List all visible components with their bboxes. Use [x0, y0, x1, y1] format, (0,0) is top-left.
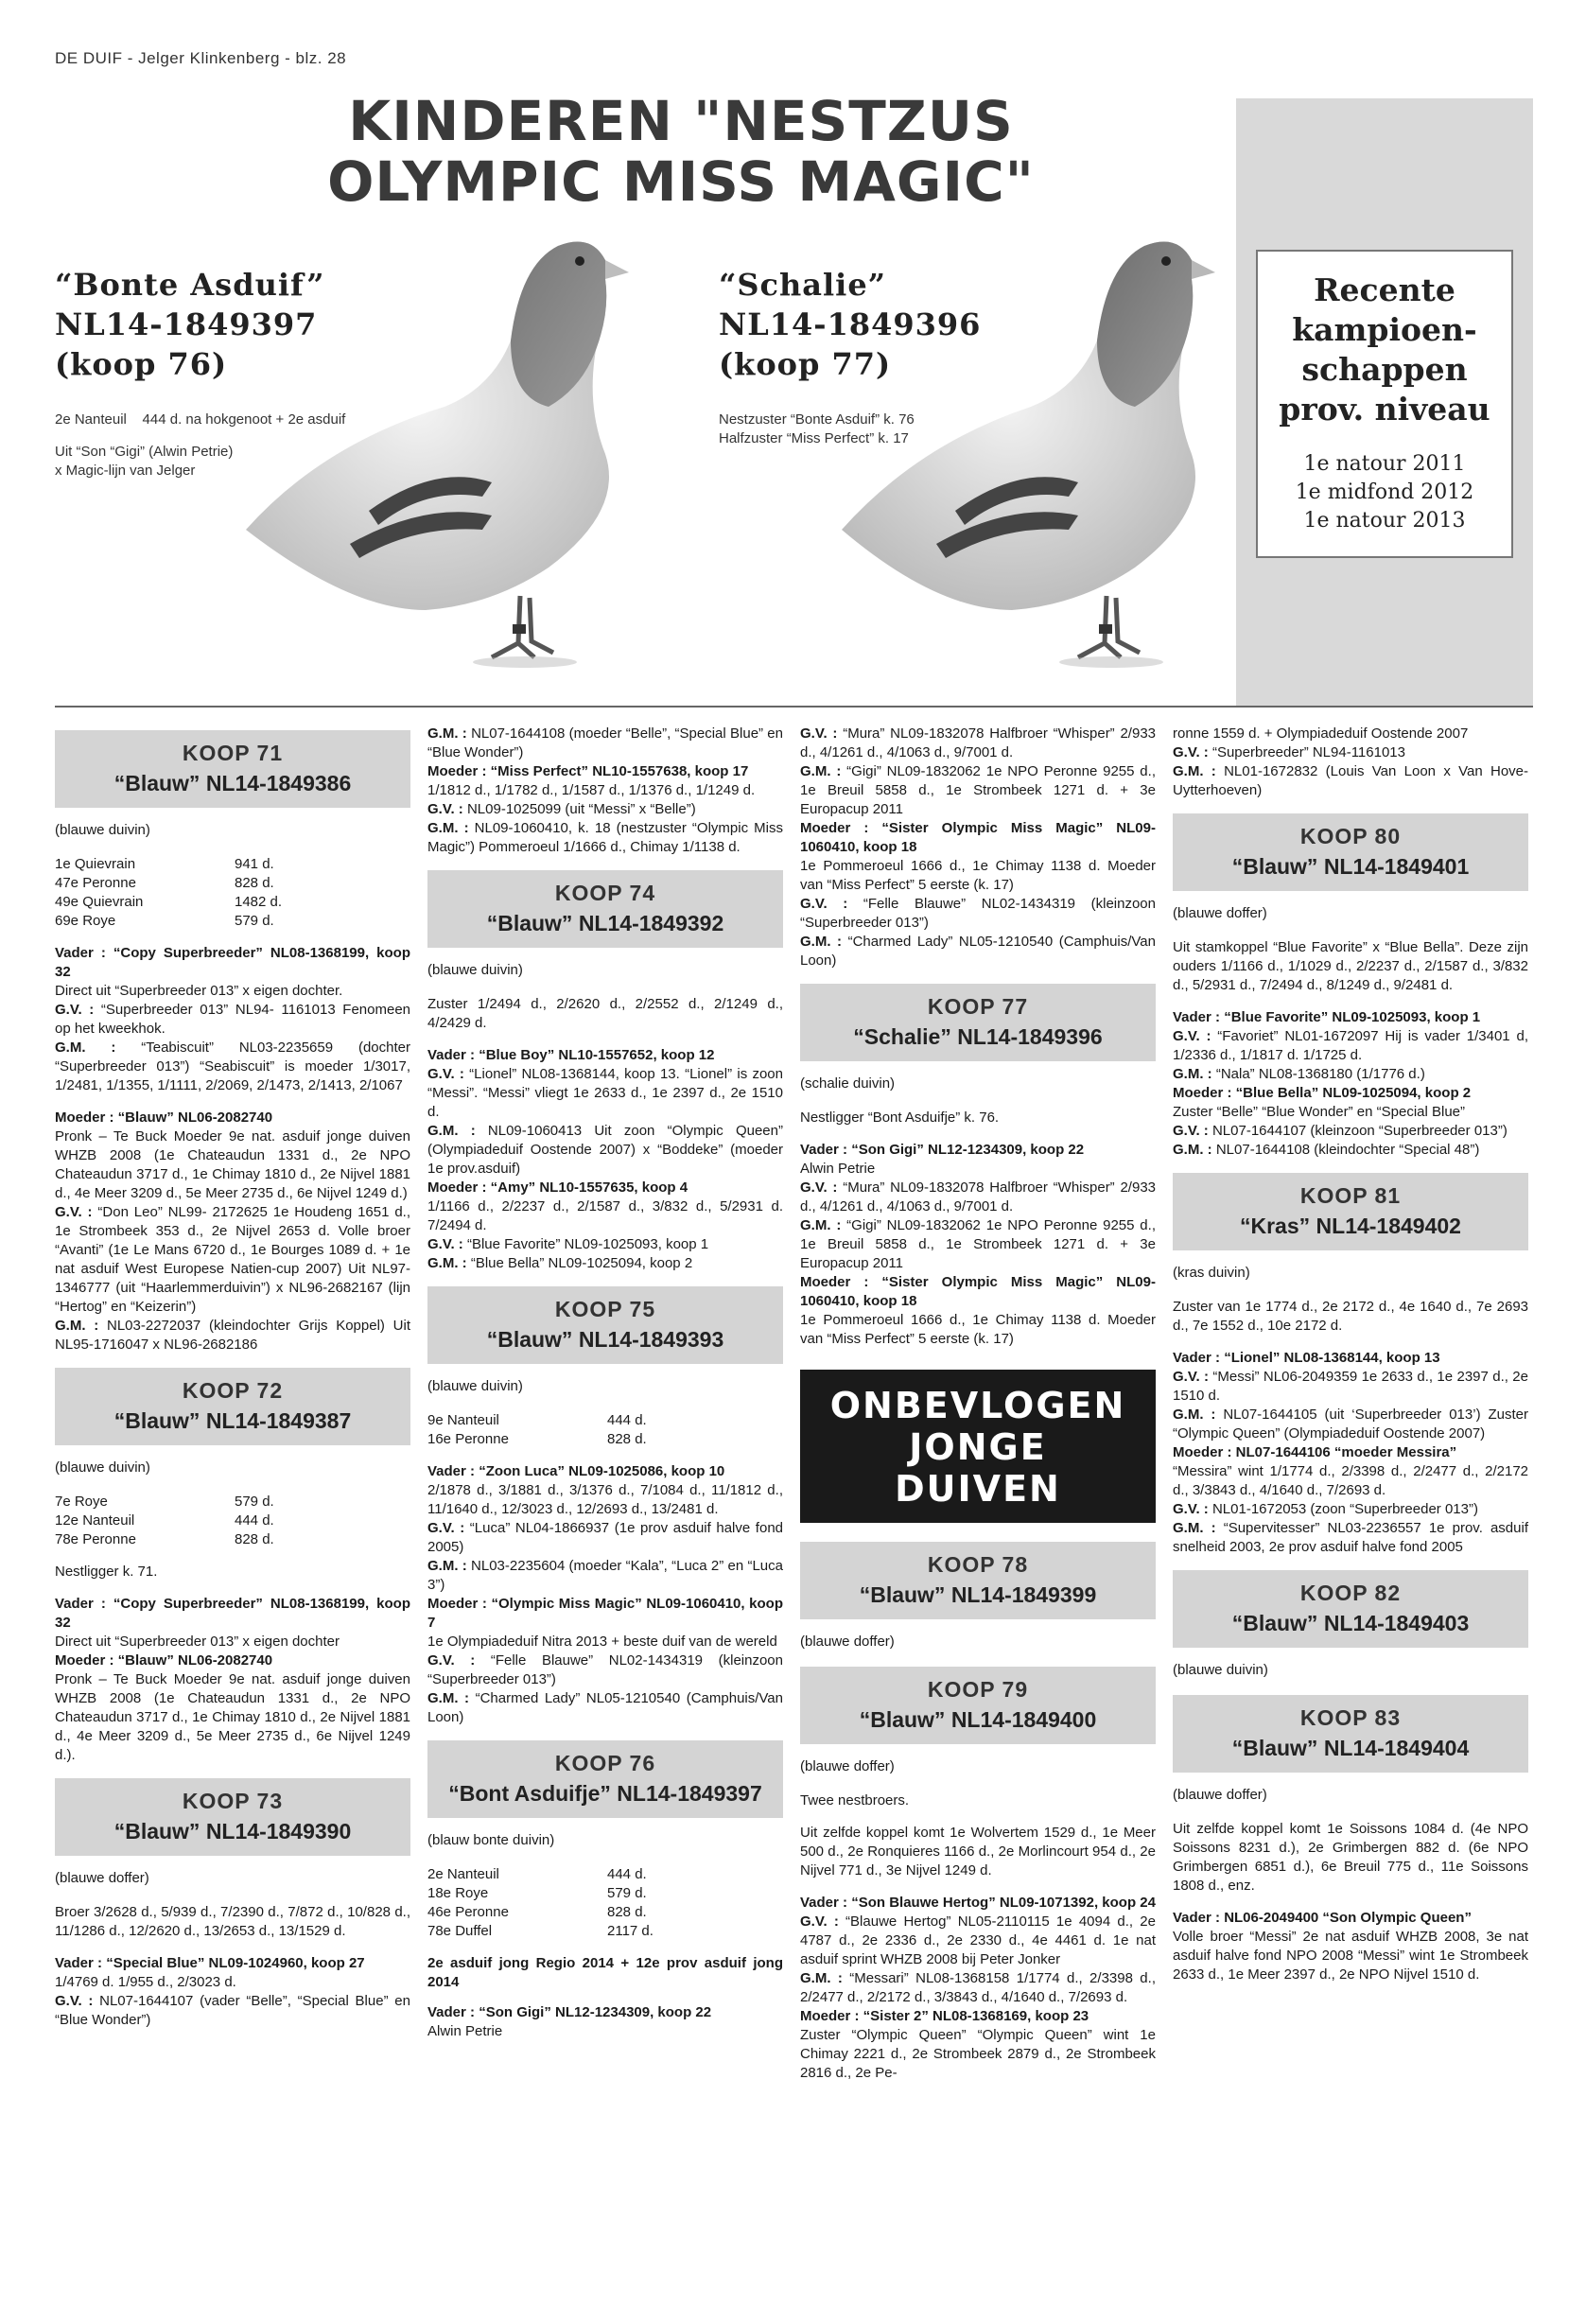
- koop-78-header: KOOP 78 “Blauw” NL14-1849399: [800, 1542, 1156, 1619]
- koop-74-header: KOOP 74 “Blauw” NL14-1849392: [427, 870, 783, 948]
- column-1: KOOP 71 “Blauw” NL14-1849386 (blauwe duivin) 1e Quievrain 941 d. 47e Peronne 828 d. 49e Quievrain 1482 d. 69e Roye 579 d. Vader : “Copy Superbreeder” NL08-1368199, koop 32 Direct uit “Superbreeder 013” x eigen dochter. G.V. : “Superbreeder 013” NL94- 1161013 Fenomeen op het kweekhok. G.M. : “Teabiscuit” NL03-2235659 (dochter “Superbreeder 013”) “Seabiscuit” is moeder 1/3017, 1/2481, 1/1355, 1/1111, 2/2069, 2/1473, 2/1413, 2/1067 Moeder : “Blauw” NL06-2082740 Pronk – Te Buck Moeder 9e nat. asduif jonge duiven WHZB 2008 (1e Chateaudun 1331 d., 2e NPO Chateaudun 3717 d., 1e Chimay 1810 d., 2e Nijvel 1881 d., 4e Meer 3209 d., 5e Meer 2735 d., 6e Nijvel 1249 d.) G.V. : “Don Leo” NL99- 2172625 1e Houdeng 1651 d., 1e Strombeek 353 d., 2e Nijvel 2653 d. Volle broer “Avanti” (1e Le Mans 6720 d., 1e Bourges 1089 d. + 1e nat asduif West Europese Natien-cup 2007) Uit NL97-1346777 (uit “Haarlemmerduivin”) x NL96-2682167 (lijn “Hertog” en “Keizerin”) G.M. : NL03-2272037 (kleindochter Grijs Koppel) Uit NL95-1716047 x NL96-2682186 KOOP 72 “Blauw” NL14-1849387 (blauwe duivin) 7e Roye 579 d. 12e Nanteuil 444 d. 78e Peronne 828 d. Nestligger k. 71. Vader : “Copy Superbreeder” NL08-1368199, koop 32 Direct uit “Superbreeder 013” x eigen dochter Moeder : “Blauw” NL06-2082740 Pronk – Te Buck Moeder 9e nat. asduif jonge duiven WHZB 2008 (1e Chateaudun 1331 d., 2e NPO Chateaudun 3717 d., 1e Chimay 1810 d., 2e Nijvel 1881 d., 4e Meer 3209 d., 5e Meer 2735 d., 6e Nijvel 1249 d.). KOOP 73 “Blauw” NL14-1849390 (blauwe doffer) Broer 3/2628 d., 5/939 d., 7/2390 d., 7/872 d., 10/828 d., 11/1286 d., 12/2620 d., 13/2653 d., 13/1529 d. Vader : “Special Blue” NL09-1024960, koop 27 1/4769 d. 1/955 d., 2/3023 d. G.V. : NL07-1644107 (vader “Belle”, “Special Blue” en “Blue Wonder”): [55, 725, 410, 2043]
- koop-80-header: KOOP 80 “Blauw” NL14-1849401: [1173, 813, 1528, 891]
- hero-name: “Schalie” NL14-1849396 (koop 77): [719, 267, 982, 382]
- results-table: 2e Nanteuil 444 d. 18e Roye 579 d. 46e Peronne 828 d. 78e Duffel 2117 d.: [427, 1866, 654, 1939]
- championships-title: Recente kampioen- schappen prov. niveau: [1279, 271, 1490, 428]
- championships-box: [1256, 250, 1513, 558]
- onbevlogen-banner: ONBEVLOGEN JONGE DUIVEN: [800, 1370, 1156, 1523]
- koop-71-header: KOOP 71 “Blauw” NL14-1849386: [55, 730, 410, 808]
- championships-list: 1e natour 2011 1e midfond 2012 1e natour 2013: [1295, 452, 1474, 533]
- koop-82-header: KOOP 82 “Blauw” NL14-1849403: [1173, 1570, 1528, 1648]
- koop-79-header: KOOP 79 “Blauw” NL14-1849400: [800, 1667, 1156, 1744]
- koop-81-header: KOOP 81 “Kras” NL14-1849402: [1173, 1173, 1528, 1250]
- koop-75-header: KOOP 75 “Blauw” NL14-1849393: [427, 1286, 783, 1364]
- pigeon-photo-schalie: [832, 227, 1248, 681]
- koop-77-header: KOOP 77 “Schalie” NL14-1849396: [800, 984, 1156, 1061]
- koop-72-header: KOOP 72 “Blauw” NL14-1849387: [55, 1368, 410, 1445]
- column-4: ronne 1559 d. + Olympiadeduif Oostende 2007 G.V. : “Superbreeder” NL94-1161013 G.M. : NL01-1672832 (Louis Van Loon x Van Hove-Uytterhoeven) KOOP 80 “Blauw” NL14-1849401 (blauwe doffer) Uit stamkoppel “Blue Favorite” x “Blue Bella”. Deze zijn ouders 1/1166 d., 1/1029 d., 2/2237 d., 2/1587 d., 3/832 d., 5/2931 d., 7/2494 d., 8/1249 d., 9/2481 d. Vader : “Blue Favorite” NL09-1025093, koop 1 G.V. : “Favoriet” NL01-1672097 Hij is vader 1/3401 d, 1/2336 d., 1/1817 d. 1/1725 d. G.M. : “Nala” NL08-1368180 (1/1776 d.) Moeder : “Blue Bella” NL09-1025094, koop 2 Zuster “Belle” “Blue Wonder” en “Special Blue” G.V. : NL07-1644107 (kleinzoon “Superbreeder 013”) G.M. : NL07-1644108 (kleindochter “Special 48”) KOOP 81 “Kras” NL14-1849402 (kras duivin) Zuster van 1e 1774 d., 2e 2172 d., 4e 1640 d., 7e 2693 d., 7e 1552 d., 10e 2172 d. Vader : “Lionel” NL08-1368144, koop 13 G.V. : “Messi” NL06-2049359 1e 2633 d., 1e 2397 d., 2e 1510 d. G.M. : NL07-1644105 (uit ‘Superbreeder 013’) Zuster “Olympic Queen” (Olympiadeduif Oostende 2007) Moeder : NL07-1644106 “moeder Messira” “Messira” wint 1/1774 d., 2/3398 d., 2/2477 d., 2/2172 d., 3/3843 d., 4/1640 d., 7/2693 d. G.V. : NL01-1672053 (zoon “Superbreeder 013”) G.M. : “Supervitesser” NL03-2236557 1e prov. asduif snelheid 2003, 2e prov asduif halve fond 2005 KOOP 82 “Blauw” NL14-1849403 (blauwe duivin) KOOP 83 “Blauw” NL14-1849404 (blauwe doffer) Uit zelfde koppel komt 1e Soissons 1084 d. (4e NPO Soissons 8231 d.), 2e Grimbergen 882 d. (6e NPO Grimbergen 6851 d.), 6e Breuil 775 d., 11e Soissons 1808 d., enz. Vader : NL06-2049400 “Son Olympic Queen” Volle broer “Messi” 2e nat asduif WHZB 2008, 3e nat asduif halve fond NPO 2008 “Messi” wint 1e Strombeek 2633 d., 1e Meer 2397 d., 2e NPO Nijvel 1510 d.: [1173, 725, 1528, 1983]
- page-title: KINDEREN "NESTZUS OLYMPIC MISS MAGIC": [327, 89, 1035, 214]
- hero-name: “Bonte Asduif” NL14-1849397 (koop 76): [55, 267, 325, 382]
- pigeon-photo-bonte-asduif: [208, 227, 700, 681]
- hero-schalie: “Schalie” NL14-1849396 (koop 77) Nestzuster “Bonte Asduif” k. 76 Halfzuster “Miss Perfect” k. 17: [719, 265, 1002, 448]
- koop-83-header: KOOP 83 “Blauw” NL14-1849404: [1173, 1695, 1528, 1773]
- results-table: 1e Quievrain 941 d. 47e Peronne 828 d. 49e Quievrain 1482 d. 69e Roye 579 d.: [55, 856, 283, 929]
- koop-76-header: KOOP 76 “Bont Asduifje” NL14-1849397: [427, 1740, 783, 1818]
- column-3: G.V. : “Mura” NL09-1832078 Halfbroer “Whisper” 2/933 d., 4/1261 d., 4/1063 d., 9/7001 d. G.M. : “Gigi” NL09-1832062 1e NPO Peronne 9255 d., 1e Breuil 5858 d., 1e Strombeek 1271 d. + 3e Europacup 2011 Moeder : “Sister Olympic Miss Magic” NL09-1060410, koop 18 1e Pommeroeul 1666 d., 1e Chimay 1138 d. Moeder van “Miss Perfect” 5 eerste (k. 17) G.V. : “Felle Blauwe” NL02-1434319 (kleinzoon “Superbreeder 013”) G.M. : “Charmed Lady” NL05-1210540 (Camphuis/Van Loon) KOOP 77 “Schalie” NL14-1849396 (schalie duivin) Nestligger “Bont Asduifje” k. 76. Vader : “Son Gigi” NL12-1234309, koop 22 Alwin Petrie G.V. : “Mura” NL09-1832078 Halfbroer “Whisper” 2/933 d., 4/1261 d., 4/1063 d., 9/7001 d. G.M. : “Gigi” NL09-1832062 1e NPO Peronne 9255 d., 1e Breuil 5858 d., 1e Strombeek 1271 d. + 3e Europacup 2011 Moeder : “Sister Olympic Miss Magic” NL09-1060410, koop 18 1e Pommeroeul 1666 d., 1e Chimay 1138 d. Moeder van “Miss Perfect” 5 eerste (k. 17) ONBEVLOGEN JONGE DUIVEN KOOP 78 “Blauw” NL14-1849399 (blauwe doffer) KOOP 79 “Blauw” NL14-1849400 (blauwe doffer) Twee nestbroers. Uit zelfde koppel komt 1e Wolvertem 1529 d., 1e Meer 500 d., 2e Ronquieres 1166 d., 2e Morlincourt 954 d., 2e Nijvel 771 d., 3e Nijvel 1249 d. Vader : “Son Blauwe Hertog” NL09-1071392, koop 24 G.V. : “Blauwe Hertog” NL05-2110115 1e 4094 d., 2e 4787 d., 2e 2336 d., 2e 2330 d., 4e 4461 d. 1e nat asduif sprint WHZB 2008 bij Peter Jonker G.M. : “Messari” NL08-1368158 1/1774 d., 2/3398 d., 2/2477 d., 2/2172 d., 3/3843 d., 4/1640 d., 7/2693 d. Moeder : “Sister 2” NL08-1368169, koop 23 Zuster “Olympic Queen” “Olympic Queen” wint 1e Chimay 2221 d., 2e Strombeek 2879 d., 2e Strombeek 2816 d., 2e Pe-: [800, 725, 1157, 2081]
- koop-73-header: KOOP 73 “Blauw” NL14-1849390: [55, 1778, 410, 1856]
- hero-bonte-asduif: “Bonte Asduif” NL14-1849397 (koop 76) 2e Nanteuil 444 d. na hokgenoot + 2e asduif Uit “Son “Gigi” (Alwin Petrie) x Magic-lijn van Jelger: [55, 267, 346, 479]
- results-table: 7e Roye 579 d. 12e Nanteuil 444 d. 78e Peronne 828 d.: [55, 1494, 274, 1547]
- results-table: 9e Nanteuil 444 d. 16e Peronne 828 d.: [427, 1412, 647, 1447]
- running-head: DE DUIF - Jelger Klinkenberg - blz. 28: [55, 49, 347, 67]
- column-2: G.M. : NL07-1644108 (moeder “Belle”, “Special Blue” en “Blue Wonder”) Moeder : “Miss Perfect” NL10-1557638, koop 17 1/1812 d., 1/1782 d., 1/1587 d., 1/1376 d., 1/1249 d. G.V. : NL09-1025099 (uit “Messi” x “Belle”) G.M. : NL09-1060410, k. 18 (nestzuster “Olympic Miss Magic”) Pommeroeul 1/1666 d., Chimay 1/1138 d. KOOP 74 “Blauw” NL14-1849392 (blauwe duivin) Zuster 1/2494 d., 2/2620 d., 2/2552 d., 2/1249 d., 4/2429 d. Vader : “Blue Boy” NL10-1557652, koop 12 G.V. : “Lionel” NL08-1368144, koop 13. “Lionel” is zoon “Messi”. “Messi” vliegt 1e 2633 d., 1e 2397 d., 2e 1510 d. G.M. : NL09-1060413 Uit zoon “Olympic Queen” (Olympiadeduif Oostende 2007) x “Boddeke” (moeder 1e prov.asduif) Moeder : “Amy” NL10-1557635, koop 4 1/1166 d., 2/2237 d., 2/1587 d., 3/832 d., 5/2931 d. 7/2494 d. G.V. : “Blue Favorite” NL09-1025093, koop 1 G.M. : “Blue Bella” NL09-1025094, koop 2 KOOP 75 “Blauw” NL14-1849393 (blauwe duivin) 9e Nanteuil 444 d. 16e Peronne 828 d. Vader : “Zoon Luca” NL09-1025086, koop 10 2/1878 d., 3/1881 d., 3/1376 d., 7/1084 d., 11/1812 d., 11/1640 d., 12/3023 d., 12/2693 d., 13/2481 d. G.V. : “Luca” NL04-1866937 (1e prov asduif halve fond 2005) G.M. : NL03-2235604 (moeder “Kala”, “Luca 2” en “Luca 3”) Moeder : “Olympic Miss Magic” NL09-1060410, koop 7 1e Olympiadeduif Nitra 2013 + beste duif van de wereld G.V. : “Felle Blauwe” NL02-1434319 (kleinzoon “Superbreeder 013”) G.M. : “Charmed Lady” NL05-1210540 (Camphuis/Van Loon) KOOP 76 “Bont Asduifje” NL14-1849397 (blauw bonte duivin) 2e Nanteuil 444 d. 18e Roye 579 d. 46e Peronne 828 d. 78e Duffel 2117 d. 2e asduif jong Regio 2014 + 12e prov asduif jong 2014 Vader : “Son Gigi” NL12-1234309, koop 22 Alwin Petrie: [427, 725, 783, 2039]
- section-divider: [55, 706, 1533, 708]
